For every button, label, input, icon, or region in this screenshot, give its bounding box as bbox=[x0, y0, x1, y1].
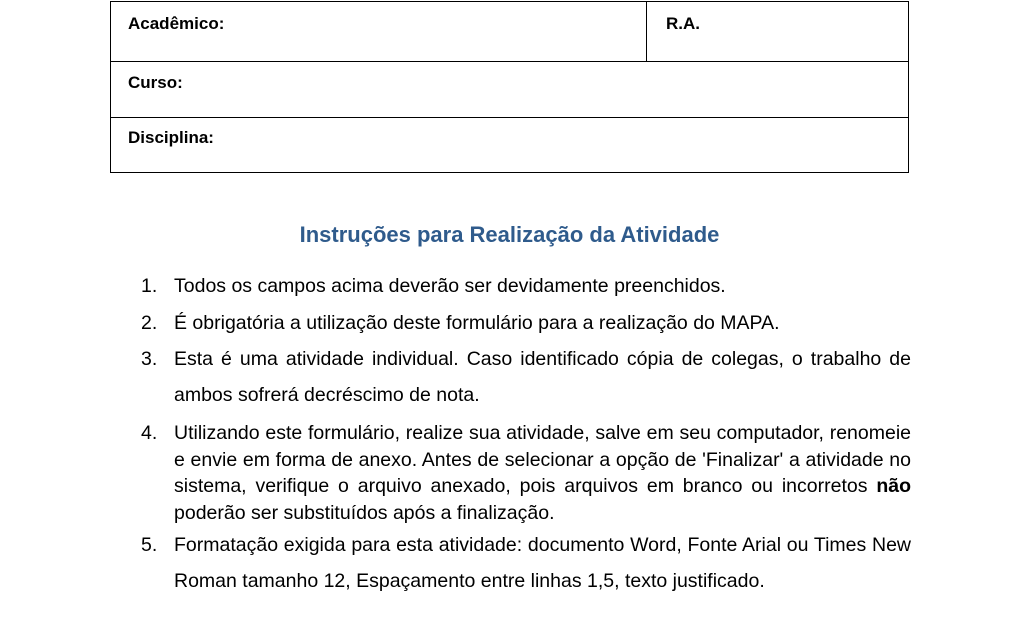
academico-label: Acadêmico: bbox=[128, 14, 225, 33]
student-info-table bbox=[110, 1, 909, 173]
ra-field[interactable] bbox=[647, 2, 909, 62]
list-item-number: 1. bbox=[141, 275, 158, 297]
form-row-curso bbox=[111, 62, 909, 118]
list-item bbox=[141, 527, 911, 599]
list-item-text bbox=[174, 420, 911, 526]
list-item-text: Todos os campos acima deverão ser devidamente preenchidos. bbox=[174, 275, 726, 297]
list-item-number: 4. bbox=[141, 422, 158, 444]
disciplina-label: Disciplina: bbox=[128, 128, 214, 147]
list-item bbox=[141, 268, 911, 304]
form-row-disciplina bbox=[111, 118, 909, 173]
list-item-text: É obrigatória a utilização deste formulário para a realização do MAPA. bbox=[174, 312, 780, 334]
list-item bbox=[141, 420, 911, 526]
list-item-number: 3. bbox=[141, 348, 158, 370]
curso-label: Curso: bbox=[128, 73, 183, 92]
academico-field[interactable] bbox=[111, 2, 647, 62]
list-item bbox=[141, 305, 911, 341]
list-item-text-part: Utilizando este formulário, realize sua atividade, salve em seu computador, renomeie e envie em forma de anexo. Antes de selecionar a opção de 'Finalizar' a atividade no sistema, verifique o arquivo anexado, pois arquivos em branco ou incorretos bbox=[174, 422, 911, 497]
list-item-text: Formatação exigida para esta atividade: documento Word, Fonte Arial ou Times New Roman tamanho 12, Espaçamento entre linhas 1,5, texto justificado. bbox=[174, 534, 911, 592]
list-item bbox=[141, 341, 911, 413]
list-item-number: 2. bbox=[141, 312, 158, 334]
curso-field[interactable] bbox=[111, 62, 909, 118]
disciplina-field[interactable] bbox=[111, 118, 909, 173]
instructions-title: Instruções para Realização da Atividade bbox=[299, 222, 720, 247]
emphasis-text: não bbox=[876, 475, 911, 497]
list-item-text-part: poderão ser substituídos após a finalização. bbox=[174, 501, 555, 524]
form-row-academico bbox=[111, 2, 909, 62]
ra-label: R.A. bbox=[666, 14, 700, 33]
list-item-number: 5. bbox=[141, 534, 158, 556]
list-item-text: Esta é uma atividade individual. Caso identificado cópia de colegas, o trabalho de ambos sofrerá decréscimo de nota. bbox=[174, 348, 911, 406]
